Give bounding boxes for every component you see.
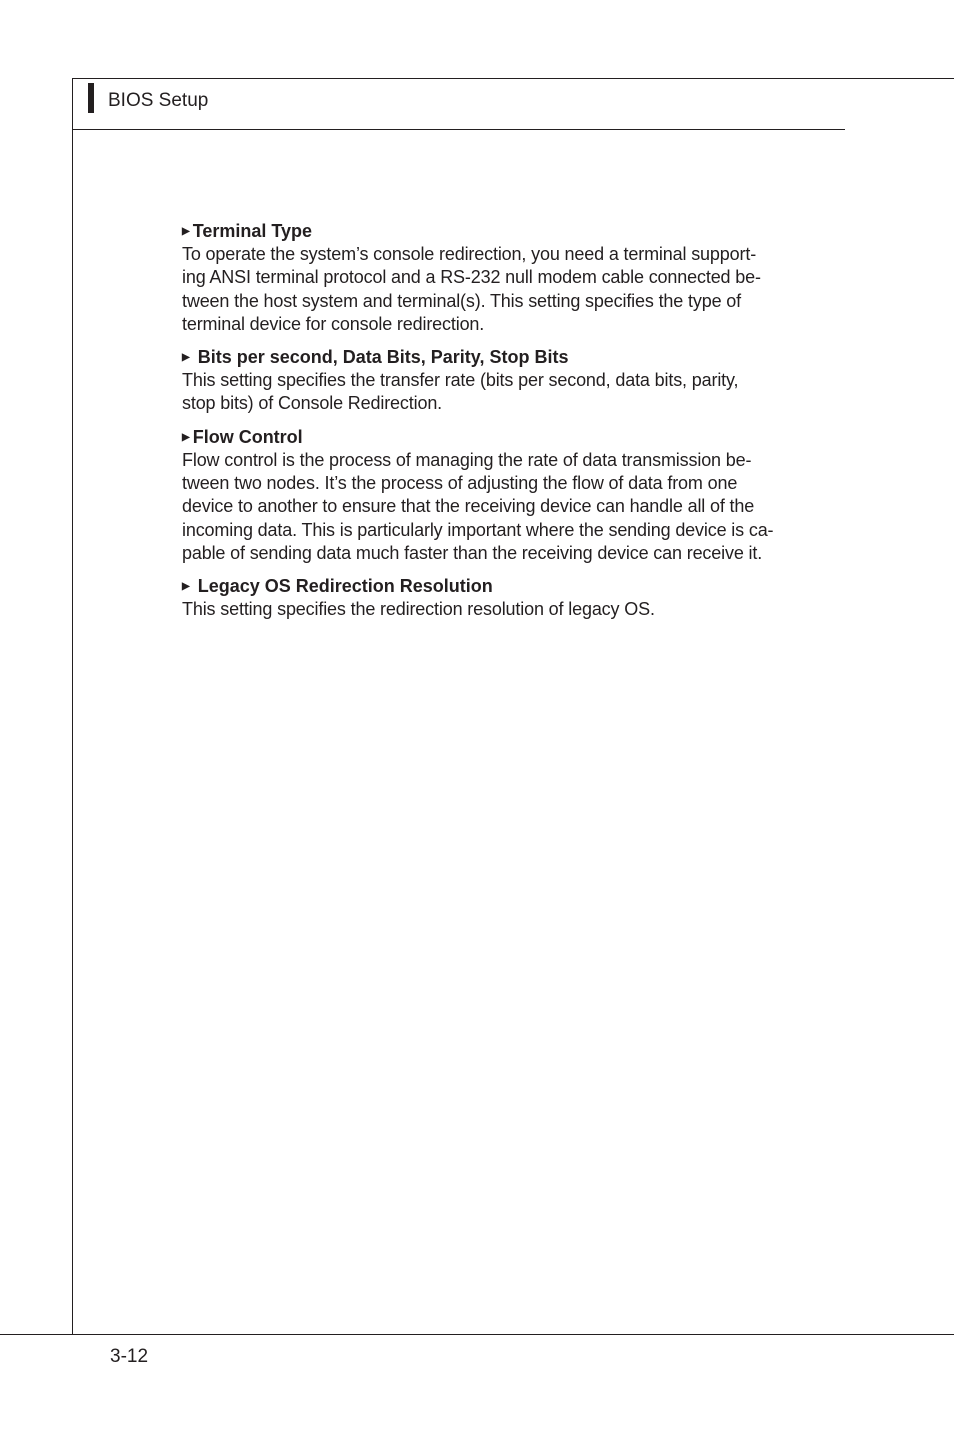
body-line: stop bits) of Console Redirection. bbox=[182, 393, 443, 414]
section-bits-per-second bbox=[182, 346, 815, 416]
section-body bbox=[182, 369, 815, 416]
body-line: ing ANSI terminal protocol and a RS-232 null modem cable connected be- bbox=[182, 267, 761, 288]
section-heading bbox=[182, 426, 815, 449]
page-number: 3-12 bbox=[110, 1346, 149, 1367]
body-line: pable of sending data much faster than the receiving device can receive it. bbox=[182, 542, 763, 563]
body-line: incoming data. This is particularly important where the sending device is ca- bbox=[182, 519, 774, 540]
section-terminal-type bbox=[182, 220, 815, 336]
frame-left-rule bbox=[72, 78, 73, 1335]
body-line: To operate the system’s console redirection, you need a terminal support- bbox=[182, 244, 757, 264]
section-title: Flow Control bbox=[192, 426, 303, 447]
section-body bbox=[182, 243, 815, 336]
frame-top-rule bbox=[72, 78, 954, 79]
body-line: tween the host system and terminal(s). This setting specifies the type of bbox=[182, 290, 741, 311]
section-title: Terminal Type bbox=[192, 221, 313, 241]
body-line: tween two nodes. It’s the process of adjusting the flow of data from one bbox=[182, 473, 738, 494]
header-marker-bar bbox=[88, 83, 94, 113]
section-heading bbox=[182, 575, 815, 598]
section-flow-control bbox=[182, 426, 815, 565]
page-content bbox=[182, 220, 815, 632]
footer-rule bbox=[0, 1334, 954, 1335]
triangle-bullet-icon: ▶ bbox=[182, 431, 190, 443]
triangle-bullet-icon: ▶ bbox=[182, 352, 190, 364]
section-legacy-os-redirection bbox=[182, 575, 815, 621]
running-header-title: BIOS Setup bbox=[108, 90, 209, 111]
body-line: This setting specifies the transfer rate (bits per second, data bits, parity, bbox=[182, 370, 739, 391]
section-title: Bits per second, Data Bits, Parity, Stop Bits bbox=[197, 347, 569, 368]
section-heading bbox=[182, 346, 815, 369]
section-title: Legacy OS Redirection Resolution bbox=[197, 576, 493, 597]
section-body bbox=[182, 598, 815, 621]
body-line: device to another to ensure that the receiving device can handle all of the bbox=[182, 496, 755, 517]
triangle-bullet-icon: ▶ bbox=[182, 226, 190, 237]
body-line: Flow control is the process of managing the rate of data transmission be- bbox=[182, 449, 752, 470]
body-line: This setting specifies the redirection resolution of legacy OS. bbox=[182, 599, 655, 620]
triangle-bullet-icon: ▶ bbox=[182, 581, 190, 593]
header-rule bbox=[72, 129, 845, 130]
body-line: terminal device for console redirection. bbox=[182, 313, 485, 334]
section-heading bbox=[182, 220, 815, 243]
section-body bbox=[182, 449, 815, 565]
